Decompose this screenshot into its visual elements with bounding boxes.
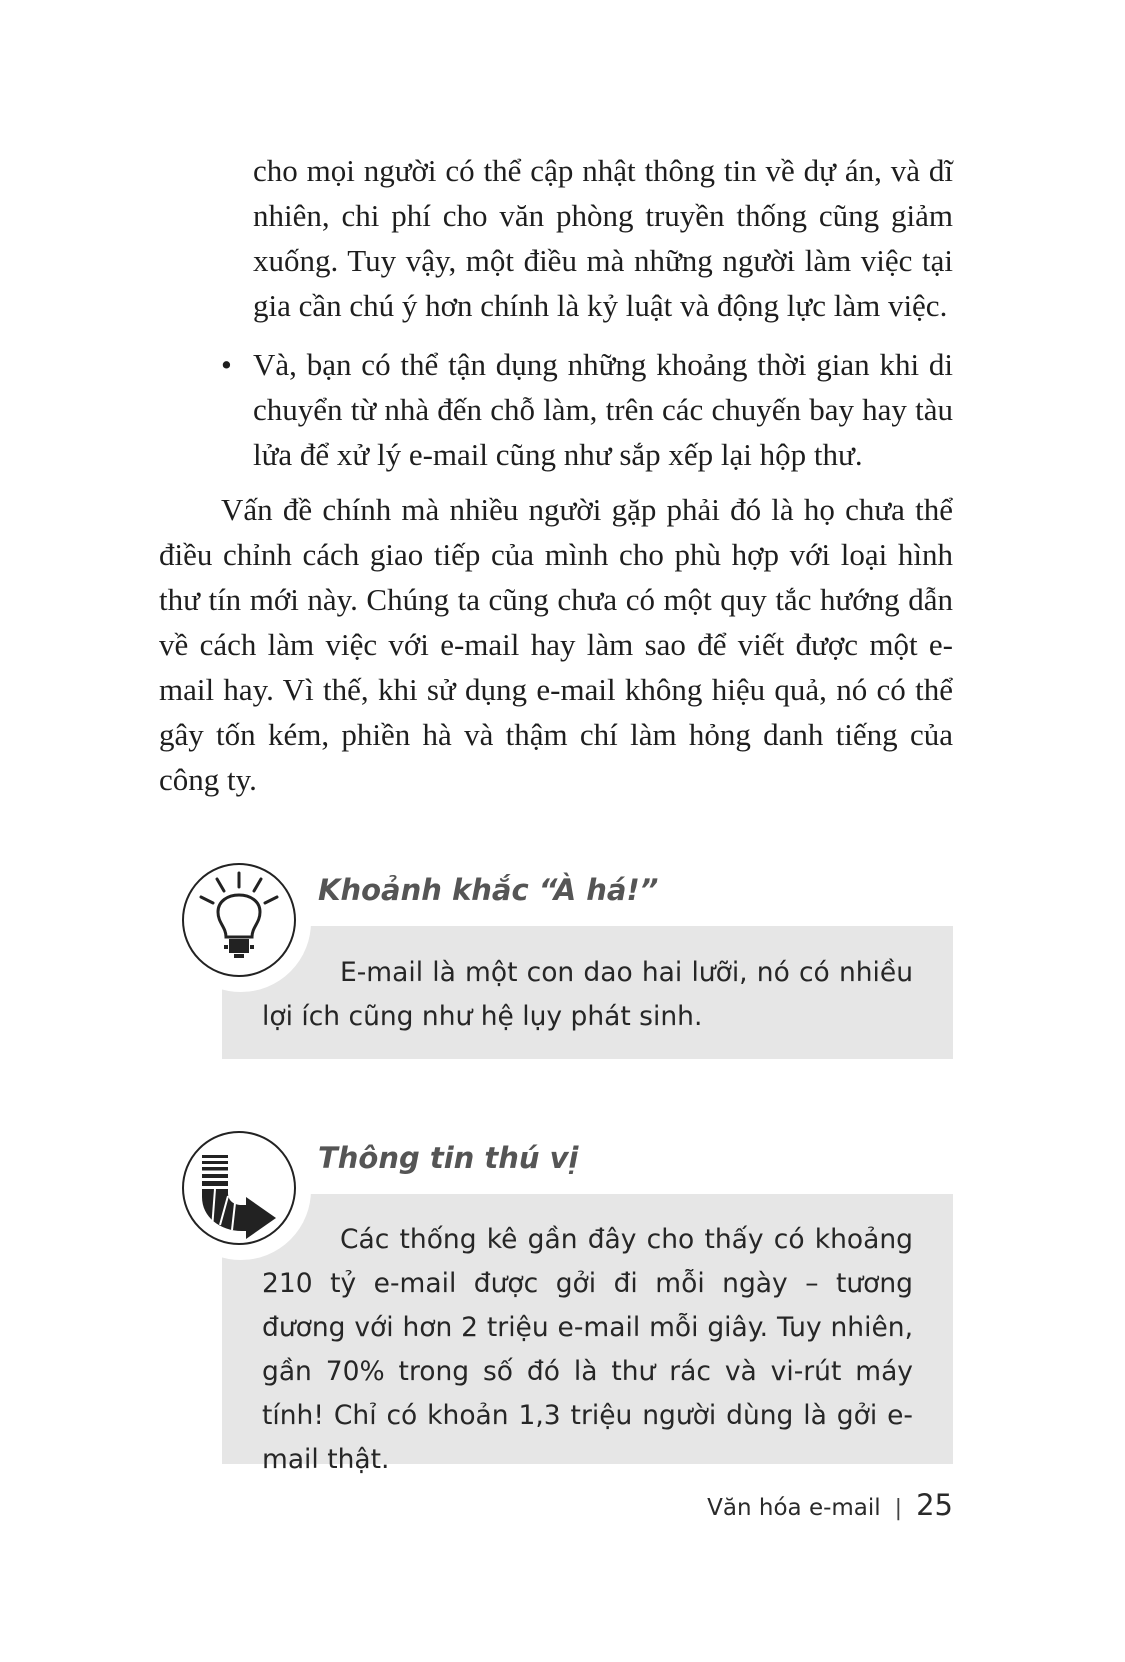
callout-fact-text: Các thống kê gần đây cho thấy có khoảng 210 tỷ e-mail được gởi đi mỗi ngày – tương đương với hơn 2 triệu e-mail mỗi giây. Tuy nhiên, gần 70% trong số đó là thư rác và vi-rút máy tính! Chỉ có khoản 1,3 triệu người dùng là gởi e-mail thật.: [262, 1224, 913, 1475]
footer-separator: |: [894, 1496, 903, 1521]
bullet-continuation-text: cho mọi người có thể cập nhật thông tin về dự án, và dĩ nhiên, chi phí cho văn phòng truyền thống cũng giảm xuống. Tuy vậy, một điều mà những người làm việc tại gia cần chú ý hơn chính là kỷ luật và động lực làm việc.: [253, 153, 953, 323]
page-number: 25: [916, 1488, 953, 1522]
running-title: Văn hóa e-mail: [707, 1495, 881, 1521]
callout-fact-title: Thông tin thú vị: [318, 1141, 579, 1175]
body-paragraph: Vấn đề chính mà nhiều người gặp phải đó là họ chưa thể điều chỉnh cách giao tiếp của mình cho phù hợp với loại hình thư tín mới này. Chúng ta cũng chưa có một quy tắc hướng dẫn về cách làm việc với e-mail hay làm sao để viết được một e-mail hay. Vì thế, khi sử dụng e-mail không hiệu quả, nó có thể gây tốn kém, phiền hà và thậm chí làm hỏng danh tiếng của công ty.: [159, 492, 953, 797]
page-footer: [707, 1488, 953, 1522]
bullet-item-text: Và, bạn có thể tận dụng những khoảng thời gian khi di chuyển từ nhà đến chỗ làm, trên các chuyến bay hay tàu lửa để xử lý e-mail cũng như sắp xếp lại hộp thư.: [253, 347, 953, 472]
callout-aha-title: Khoảnh khắc “À há!”: [318, 873, 659, 907]
callout-aha-text: E-mail là một con dao hai lưỡi, nó có nhiều lợi ích cũng như hệ lụy phát sinh.: [262, 957, 913, 1032]
bullet-marker: •: [221, 347, 232, 382]
